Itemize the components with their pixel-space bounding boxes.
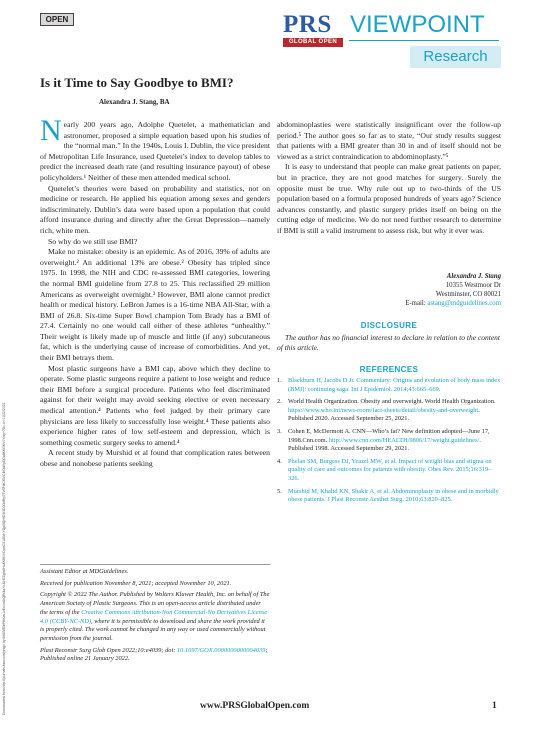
article-title: Is it Time to Say Goodbye to BMI? — [40, 75, 234, 90]
paragraph-1 — [40, 114, 270, 184]
reference-item — [277, 377, 501, 394]
disclosure-text: The author has no financial interest to declare in relation to the content of this article. — [277, 333, 500, 352]
paragraph-8: It is easy to understand that people can make great patients on paper, but in practice, they are not good matches for surgery. Surely the opposite must be true. Why rule out up to two-thirds of the US population based on a formula proposed hundreds of years ago? Science advances constantly, and plastic surgery prides itself on being on the cutting edge of medicine. We do not need further research to determine if BMI is still a valid instrument to assess risk, but why it ever was. — [277, 162, 501, 235]
reference-url-link[interactable]: http://www.cnn.com/HEALTH/9806/17/weight.guidelines/ — [328, 436, 480, 444]
reference-citation-link[interactable]: Blackburn H, Jacobs D Jr. Commentary: Origins and evolution of body mass index (BMI): continuing saga. Int J Epidemiol. 2014;43:665–669. — [288, 377, 501, 393]
license-link[interactable]: Creative Commons Attribution-Non Commercial-No Derivatives License 4.0 (CCBY-NC-ND) — [40, 608, 268, 625]
prs-global-open-logo[interactable] — [283, 12, 343, 46]
reference-url-link[interactable]: https://www.who.int/news-room/fact-sheets/detail/obesity-and-overweight — [288, 406, 479, 414]
paragraph-1-text: early 200 years ago, Adolphe Quetelet, a mathematician and astronomer, proposed a simple equation based upon his studies of the “normal man.” In the 1940s, Louis I. Dublin, the vice president of Metropolitan Life Insurance, used Quetelet’s index to develop tables to predict the increased death rate (and resulting insurance payout) of obese policyholders.¹ Neither of these men attended medical school. — [40, 120, 270, 182]
reference-item — [277, 428, 501, 454]
reference-citation-link[interactable]: Phelan SM, Burgess DJ, Yeazel MW, et al. Impact of weight bias and stigma on quality of care and outcomes for patients with obesity. Obes Rev. 2015;16:319–326. — [288, 457, 492, 482]
author-email-link[interactable]: astang@mdguidelines.com — [427, 300, 501, 307]
reference-text[interactable] — [288, 428, 501, 454]
header-divider — [349, 40, 499, 41]
article-author: Alexandra J. Stang, BA — [99, 98, 170, 106]
paragraph-6: A recent study by Murshid et al found that complication rates between obese and nonobese patients seeking — [40, 448, 270, 468]
reference-number: 3. — [277, 427, 282, 435]
section-label-research: Research — [410, 46, 501, 68]
reference-text-end: . Published 2020. Accessed September 25, 2021. — [288, 406, 480, 423]
citation-text: Plast Reconstr Surg Glob Open 2022;10:e4039; doi: — [40, 646, 177, 654]
reference-citation-link[interactable]: Murshid M, Khalid KN, Shakir A, et al. Abdominoplasty in obese and in morbidly obese patients. J Plast Reconstr Aesthet Surg. 2010;63:820–825. — [288, 487, 499, 504]
disclosure-heading: DISCLOSURE — [360, 321, 418, 330]
reference-number: 1. — [277, 377, 282, 384]
reference-text[interactable] — [288, 398, 501, 424]
footnote-copyright — [40, 591, 270, 643]
email-label: E-mail: — [405, 300, 426, 307]
reference-number: 5. — [277, 487, 282, 495]
paragraph-3: So why do we still use BMI? — [48, 236, 138, 246]
signature-name: Alexandra J. Stang — [446, 273, 501, 280]
reference-text[interactable] — [288, 458, 501, 484]
left-column — [40, 114, 270, 470]
reference-citation-link[interactable]: Cohen E, McDermott A. CNN—Who’s fat? New definition adopted—June 17, 1998.Cnn.com. — [288, 427, 490, 444]
author-signature — [360, 272, 501, 308]
open-access-badge: OPEN — [40, 13, 74, 26]
paragraph-4: Make no mistake: obesity is an epidemic. As of 2016, 39% of adults are overweight.² An additional 13% are obese.² Obesity has tripled since 1975. In 1998, the NIH and CDC re-assessed BMI categories, lowering the normal BMI guideline from 27.8 to 25. This reclassified 29 million Americans as overweight overnight.³ However, BMI alone cannot predict health or medical history. LeBron James is a 16-time NBA All-Star, with a BMI of 26.8. Six-time Super Bowl champion Tom Brady has a BMI of 27.4. Certainly no one would call either of these athletes “unhealthy.” Their weight is likely made up of muscle and little (if any) subcutaneous fat, which is the underlying cause of increase of comorbidities. And yet, their BMI betrays them. — [40, 247, 270, 363]
citation-text-end: ; Published online 21 January 2022. — [40, 646, 268, 663]
signature-address-1: 10355 Westmoor Dr — [445, 282, 501, 289]
reference-item — [277, 398, 501, 424]
download-watermark: Downloaded from http://journals.lww.com/prsgo by BhDMf5ePHKav1zEoum1tQfN4a+kJLhEZgbsIHo4XMi0hCywCX1AWnYQp/IlQrHD3i3D0OdRyi7TvSFl4Cf3VC4/OAVpDDa8KKGKV0Ymy+78= on 01/22/2022 — [2, 402, 6, 715]
reference-item — [277, 488, 501, 505]
reference-citation-link[interactable]: World Health Organization. Obesity and overweight. World Health Organization. — [288, 398, 496, 406]
reference-text[interactable] — [288, 377, 501, 394]
reference-number: 2. — [277, 398, 282, 406]
right-column — [277, 120, 501, 237]
footnote-divider — [40, 564, 270, 565]
logo-prs-text: PRS — [283, 11, 332, 38]
reference-item — [277, 458, 501, 484]
drop-cap: N — [40, 114, 62, 147]
footnote-affiliation: Assistant Editor at MDGuidelines. — [40, 568, 129, 575]
article-type-viewpoint: VIEWPOINT — [350, 11, 485, 38]
page-number: 1 — [492, 701, 497, 711]
footnote-received: Received for publication November 8, 2021; accepted November 10, 2021. — [40, 579, 232, 587]
doi-link[interactable]: 10.1097/GOX.0000000000004039 — [176, 646, 266, 654]
references-heading: REFERENCES — [359, 365, 419, 374]
copyright-text-end: , where it is permissible to download and share the work provided it is properly cited. The work cannot be changed in any way or used commercially without permission from the journal. — [40, 617, 266, 642]
footer-website-link[interactable]: www.PRSGlobalOpen.com — [200, 701, 310, 711]
footnotes — [40, 568, 270, 667]
signature-address-2: Westminster, CO 80021 — [435, 291, 501, 298]
paragraph-5: Most plastic surgeons have a BMI cap, above which they decline to operate. Some plastic surgeons require a patient to lose weight and reduce their BMI before a surgical procedure. Patients who feel discriminated against for their weight may avoid seeking elective or even necessary medical attention.⁴ Patients who feel judged by their primary care physicians are less likely to successfully lose weight.⁴ These patients also experience higher rates of low self-esteem and depression, which is something cosmetic surgery seeks to amend.⁴ — [40, 363, 270, 447]
footnote-citation — [40, 647, 270, 664]
copyright-text: Copyright © 2022 The Author. Published by Wolters Kluwer Health, Inc. on behalf of The American Society of Plastic Surgeons. This is an open-access article distributed under the terms of the — [40, 591, 270, 616]
reference-number: 4. — [277, 457, 282, 465]
references-list — [277, 377, 501, 509]
paragraph-2: Quetelet’s theories were based on probability and statistics, not on medicine or research. He applied his equation among sexes and genders indiscriminately. Dublin’s data were based upon a population that could afford insurance during and directly after the Great Depression—namely rich, white men. — [40, 183, 270, 235]
reference-text[interactable] — [288, 488, 501, 505]
paragraph-7: abdominoplasties were statistically insignificant over the follow-up period.⁵ The author goes so far as to state, “Our study results suggest that patients with a BMI greater than 30 in and of itself should not be viewed as a strict contraindication to abdominoplasty.”⁵ — [277, 120, 501, 161]
reference-text-end: . Published 1998. Accessed September 29, 2021. — [288, 436, 481, 453]
logo-global-open-text: GLOBAL OPEN — [283, 38, 343, 47]
signature-email-row — [360, 299, 501, 308]
